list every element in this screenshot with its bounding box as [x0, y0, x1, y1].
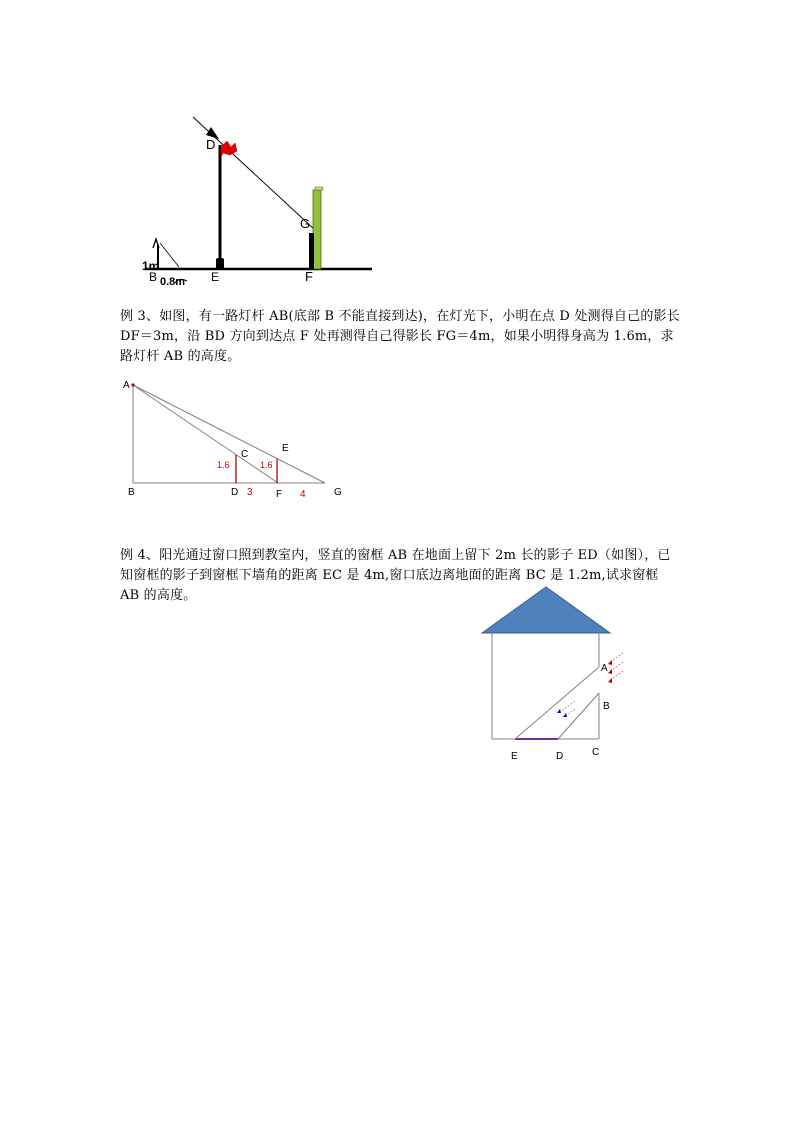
value-height-2: 1.6 [260, 460, 273, 470]
label-d: D [556, 751, 564, 762]
label-length: 0.8m [160, 276, 186, 288]
figure-similar-triangles [120, 375, 350, 505]
sun-ray-arrow-1 [608, 660, 612, 665]
label-d: D [206, 137, 216, 152]
inner-ray-1 [561, 701, 575, 711]
label-g: G [334, 487, 342, 498]
flag-icon [221, 141, 237, 157]
label-e: E [282, 443, 289, 454]
figure-house-window [478, 585, 628, 765]
label-a: A [123, 380, 130, 391]
label-f: F [276, 489, 283, 500]
green-pole [313, 190, 321, 269]
label-e: E [211, 270, 220, 284]
person-shadow-bar [309, 233, 314, 269]
segment-af [133, 385, 278, 483]
label-f: F [305, 269, 313, 284]
value-df: 3 [247, 487, 253, 498]
label-b: B [149, 270, 158, 284]
inner-ray-arrow-2 [563, 713, 567, 717]
label-a: A [601, 663, 608, 674]
green-pole-top [315, 187, 323, 190]
roof [482, 587, 610, 633]
value-height-1: 1.6 [217, 460, 230, 470]
label-d: D [231, 487, 239, 498]
label-height: 1m [142, 259, 160, 273]
small-arrow [153, 239, 159, 248]
figure-lamp-scene [135, 105, 380, 290]
label-e: E [511, 751, 518, 762]
example-3-text: 例 3、如图，有一路灯杆 AB(底部 B 不能直接到达)，在灯光下，小明在点 D 处测得自己的影长 DF＝3m，沿 BD 方向到达点 F 处再测得自己得影长 FG＝4m，如果小明得身高为 1.6m，求路灯杆 AB 的高度。 [120, 309, 680, 364]
point-a-marker [131, 383, 134, 386]
pole-base [216, 258, 224, 269]
label-c: C [592, 747, 600, 758]
label-c: C [241, 449, 249, 460]
small-shadow-ray [160, 243, 179, 267]
ray-a-e [515, 667, 599, 739]
inner-ray-arrow-1 [557, 709, 561, 713]
sun-ray-arrow-2 [608, 669, 612, 674]
label-b: B [603, 701, 610, 712]
sun-ray-arrow-3 [608, 678, 612, 683]
example-4-text: 例 4、阳光通过窗口照到教室内，竖直的窗框 AB 在地面上留下 2m 长的影子 ED（如图），已知窗框的影子到窗框下墙角的距离 EC 是 4m,窗口底边离地面的距离 BC 是 1.2m,试求窗框 AB 的高度。 [120, 548, 671, 603]
label-b: B [128, 487, 135, 498]
inner-ray-2 [567, 709, 575, 715]
value-fg: 4 [300, 489, 306, 500]
label-g: G [300, 216, 311, 231]
